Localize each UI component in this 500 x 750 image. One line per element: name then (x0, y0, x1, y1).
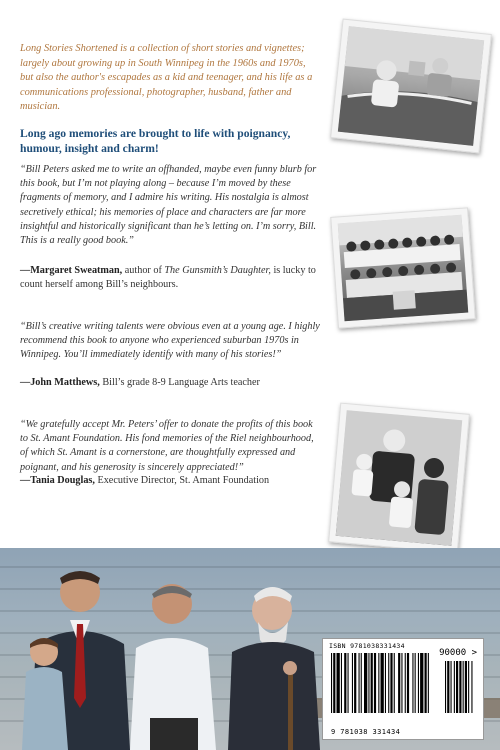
barcode-bar (407, 653, 409, 713)
barcode-bar (412, 653, 413, 713)
barcode-bar (390, 653, 392, 713)
barcode-bar (394, 653, 395, 713)
barcode-bar (333, 653, 335, 713)
attribution-role: Executive Director, St. Amant Foundation (94, 475, 270, 486)
attribution-role-continued: is lucky to count herself among Bill’s neighbours. (20, 265, 316, 291)
attribution-dash: — (20, 265, 31, 276)
attribution-dash: — (20, 377, 31, 388)
barcode-addon-bar (454, 661, 455, 713)
blurb-quote-sweatman: “Bill Peters asked me to write an offhanded, maybe even funny blurb for this book, but I’m not playing along – because I’m moved by these fragments of memory, and I admire his writing. His nostalgia is almost secretively ethical; his memories of place and characters are far more insightful and historically significant than he’s letting on. I’m sorry, Bill. This is a really good book.” (20, 164, 317, 247)
tagline: Long ago memories are brought to life with poignancy, humour, insight and charm! (20, 127, 291, 155)
attribution-name: John Matthews, (30, 377, 100, 388)
barcode-bar (428, 653, 429, 713)
barcode-addon-bar (445, 661, 446, 713)
barcode-addon-bar (468, 661, 469, 713)
barcode-bar (405, 653, 406, 713)
barcode-bar (359, 653, 360, 713)
barcode-bar (337, 653, 340, 713)
blurb-quote-douglas: “We gratefully accept Mr. Peters’ offer to donate the profits of this book to St. Amant Foundation. His fond memories of the Riel neighbourhood, of which St. Amant is a cornerstone, are thoughtfully expressed and poignant, and his generosity is sincerely appreciated!” (20, 419, 314, 473)
blurb-attribution-douglas (20, 474, 320, 488)
barcode-bar (341, 653, 342, 713)
attribution-work-title: The Gunsmith’s Daughter, (164, 265, 271, 276)
barcode-bars (329, 653, 477, 717)
barcode-addon-bar (456, 661, 458, 713)
barcode-bar (348, 653, 349, 713)
barcode-bar (331, 653, 332, 713)
photo-family-portrait (328, 403, 470, 554)
barcode-bar (354, 653, 356, 713)
barcode-bar (364, 653, 367, 713)
barcode-bar (418, 653, 419, 713)
barcode-bar (385, 653, 386, 713)
price-marker: > (471, 648, 477, 658)
isbn-label: ISBN 9781038331434 (329, 642, 405, 650)
barcode-bar (368, 653, 369, 713)
barcode-bar (381, 653, 384, 713)
barcode-bar (378, 653, 379, 713)
isbn-barcode (322, 638, 484, 740)
attribution-role: author of (122, 265, 165, 276)
barcode-addon-bar (451, 661, 452, 713)
photo-boys-in-boat (330, 18, 492, 153)
attribution-role: Bill’s grade 8-9 Language Arts teacher (99, 377, 260, 388)
barcode-bar (344, 653, 346, 713)
barcode-bar (415, 653, 416, 713)
barcode-bar (388, 653, 389, 713)
photo-hockey-team (330, 207, 475, 328)
barcode-addon-bar (465, 661, 467, 713)
barcode-digits: 9 781038 331434 (331, 728, 401, 736)
intro-paragraph: Long Stories Shortened is a collection of short stories and vignettes; largely about growing up in South Winnipeg in the 1960s and 1970s, but also the author's escapades as a kid and teenager, and his life as a communications professional, photographer, husband, father and musician. (20, 43, 313, 113)
price-value: 90000 (439, 648, 467, 658)
attribution-name: Margaret Sweatman, (30, 265, 123, 276)
barcode-bar (420, 653, 423, 713)
barcode-bar (425, 653, 427, 713)
attribution-name: Tania Douglas, (30, 475, 95, 486)
barcode-addon-bar (463, 661, 464, 713)
attribution-dash: — (20, 475, 31, 486)
barcode-bar (371, 653, 373, 713)
blurb-attribution-matthews (20, 376, 320, 390)
barcode-bar (361, 653, 362, 713)
barcode-addon-bar (459, 661, 461, 713)
barcode-addon-bar (471, 661, 472, 713)
blurb-attribution-sweatman (20, 264, 320, 292)
barcode-bar (401, 653, 402, 713)
barcode-addon-bar (447, 661, 449, 713)
barcode-bar (352, 653, 353, 713)
barcode-bar (398, 653, 400, 713)
blurb-quote-matthews: “Bill’s creative writing talents were obvious even at a young age. I highly recommend this book to anyone who experienced suburban 1970s in Winnipeg. You’ll immediately identify with many of his stories!” (20, 321, 320, 361)
barcode-bar (374, 653, 376, 713)
